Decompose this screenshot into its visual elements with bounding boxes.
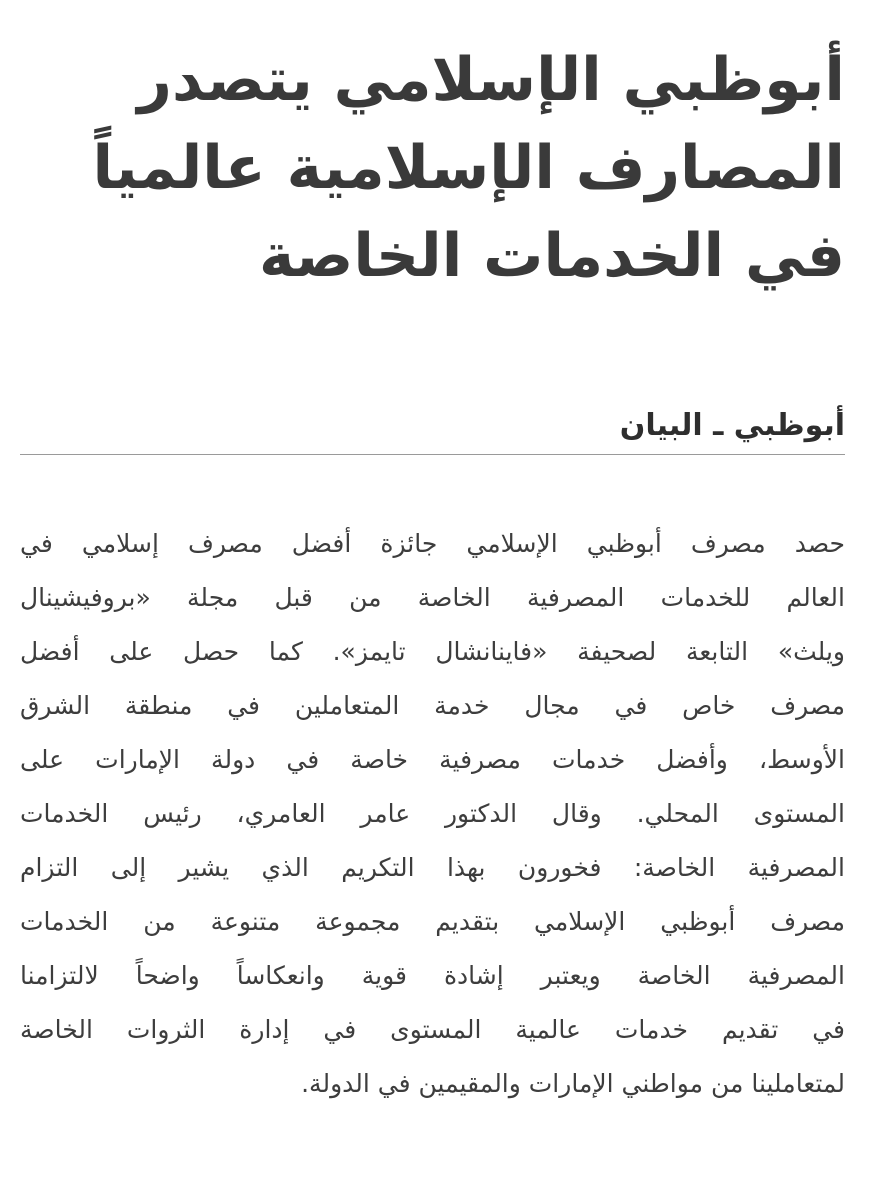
headline-line: أبوظبي الإسلامي يتصدر bbox=[137, 45, 845, 115]
article-body bbox=[20, 517, 845, 1111]
headline-line: المصارف الإسلامية عالمياً bbox=[92, 133, 845, 203]
body-line: ويلث» التابعة لصحيفة «فاينانشال تايمز». كما حصل على أفضل bbox=[20, 637, 845, 666]
body-line: في تقديم خدمات عالمية المستوى في إدارة الثروات الخاصة bbox=[20, 1015, 845, 1044]
news-article bbox=[20, 0, 845, 1111]
byline: أبوظبي ـ البيان bbox=[20, 406, 845, 455]
headline-line: في الخدمات الخاصة bbox=[259, 221, 845, 291]
body-line: الأوسط، وأفضل خدمات مصرفية خاصة في دولة الإمارات على bbox=[20, 745, 845, 774]
body-line: حصد مصرف أبوظبي الإسلامي جائزة أفضل مصرف إسلامي في bbox=[20, 529, 845, 558]
body-line: المصرفية الخاصة ويعتبر إشادة قوية وانعكاساً واضحاً لالتزامنا bbox=[20, 961, 845, 990]
body-line: لمتعاملينا من مواطني الإمارات والمقيمين في الدولة. bbox=[301, 1069, 845, 1098]
body-line: المستوى المحلي. وقال الدكتور عامر العامري، رئيس الخدمات bbox=[20, 799, 845, 828]
body-line: المصرفية الخاصة: فخورون بهذا التكريم الذي يشير إلى التزام bbox=[20, 853, 845, 882]
body-line: العالم للخدمات المصرفية الخاصة من قبل مجلة «بروفيشينال bbox=[20, 583, 845, 612]
body-line: مصرف أبوظبي الإسلامي بتقديم مجموعة متنوعة من الخدمات bbox=[20, 907, 845, 936]
body-line: مصرف خاص في مجال خدمة المتعاملين في منطقة الشرق bbox=[20, 691, 845, 720]
headline bbox=[20, 36, 845, 300]
